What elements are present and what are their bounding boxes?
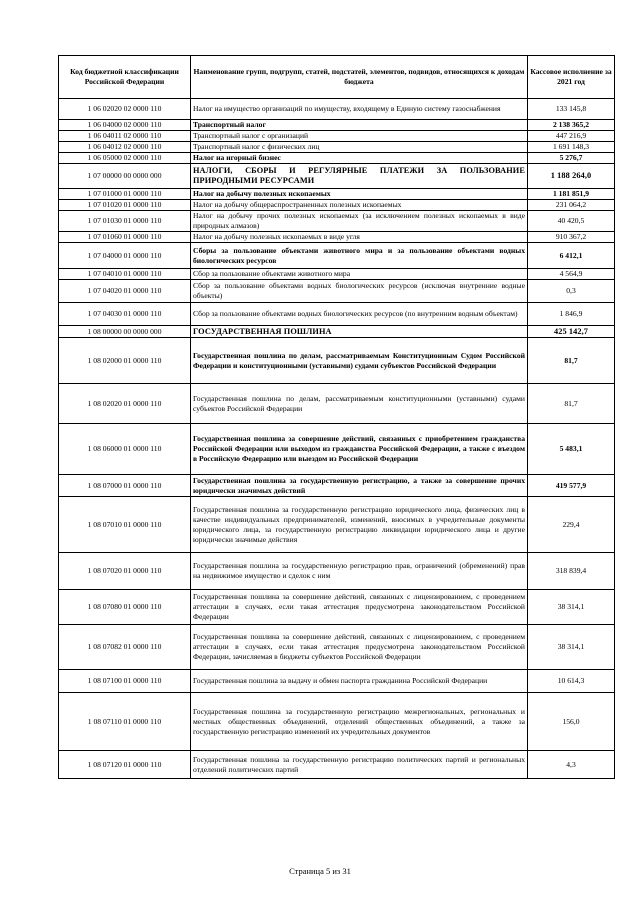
sum-cell: 1 846,9 [528, 303, 615, 326]
sum-cell: 5 483,1 [528, 424, 615, 475]
name-cell: Сбор за пользование объектами водных биологических ресурсов (исключая внутренние водные объекты) [191, 280, 528, 303]
sum-cell: 0,3 [528, 280, 615, 303]
sum-cell: 1 691 148,3 [528, 142, 615, 153]
table-row [59, 497, 615, 553]
code-cell: 1 07 01060 01 0000 110 [59, 232, 191, 243]
table-row [59, 625, 615, 670]
table-row [59, 269, 615, 280]
name-cell: Сбор за пользование объектами водных биологических ресурсов (по внутренним водным объектам) [191, 303, 528, 326]
table-row [59, 131, 615, 142]
table-row [59, 326, 615, 338]
code-cell: 1 08 02000 01 0000 110 [59, 338, 191, 384]
table-row [59, 211, 615, 232]
name-cell: Налог на игорный бизнес [191, 153, 528, 164]
sum-cell: 81,7 [528, 384, 615, 424]
name-cell: Государственная пошлина за выдачу и обмен паспорта гражданина Российской Федерации [191, 670, 528, 693]
code-column-header: Код бюджетной классификации Российской Федерации [59, 56, 191, 99]
sum-cell: 4 564,9 [528, 269, 615, 280]
table-header-row [59, 56, 615, 99]
code-cell: 1 08 07080 01 0000 110 [59, 590, 191, 625]
code-cell: 1 06 04000 02 0000 110 [59, 120, 191, 131]
table-row [59, 120, 615, 131]
sum-cell: 10 614,3 [528, 670, 615, 693]
sum-cell: 318 839,4 [528, 553, 615, 590]
name-cell: НАЛОГИ, СБОРЫ И РЕГУЛЯРНЫЕ ПЛАТЕЖИ ЗА ПОЛЬЗОВАНИЕ ПРИРОДНЫМИ РЕСУРСАМИ [191, 164, 528, 189]
name-cell: Налог на добычу общераспространенных полезных ископаемых [191, 200, 528, 211]
code-cell: 1 06 02020 02 0000 110 [59, 99, 191, 120]
code-cell: 1 07 04010 01 0000 110 [59, 269, 191, 280]
code-cell: 1 08 02020 01 0000 110 [59, 384, 191, 424]
sum-cell: 6 412,1 [528, 243, 615, 269]
name-cell: Государственная пошлина за государственную регистрацию политических партий и региональных отделений политических партий [191, 751, 528, 779]
code-cell: 1 08 07000 01 0000 110 [59, 475, 191, 497]
name-cell: Государственная пошлина за государственную регистрацию межрегиональных, региональных и местных общественных объединений, отделений общественных объединений, а также за государственную регистрацию изменений их учредительных документов [191, 693, 528, 751]
name-cell: Транспортный налог [191, 120, 528, 131]
name-cell: Налог на добычу прочих полезных ископаемых (за исключением полезных ископаемых в виде природных алмазов) [191, 211, 528, 232]
sum-cell: 910 367,2 [528, 232, 615, 243]
table-row [59, 693, 615, 751]
sum-cell: 231 064,2 [528, 200, 615, 211]
table-row [59, 200, 615, 211]
name-cell: Государственная пошлина за совершение действий, связанных с лицензированием, с проведением аттестации в случаях, если такая аттестация предусмотрена законодательством Российской Федерации [191, 590, 528, 625]
budget-revenue-table [58, 55, 615, 779]
table-row [59, 424, 615, 475]
table-row [59, 590, 615, 625]
name-cell: Государственная пошлина за государственную регистрацию прав, ограничений (обременений) прав на недвижимое имущество и сделок с ним [191, 553, 528, 590]
code-cell: 1 07 04030 01 0000 110 [59, 303, 191, 326]
table-row [59, 280, 615, 303]
code-cell: 1 08 07020 01 0000 110 [59, 553, 191, 590]
sum-cell: 38 314,1 [528, 625, 615, 670]
name-cell: Налог на добычу полезных ископаемых в виде угля [191, 232, 528, 243]
sum-cell: 425 142,7 [528, 326, 615, 338]
table-row [59, 303, 615, 326]
sum-cell: 40 420,5 [528, 211, 615, 232]
name-cell: ГОСУДАРСТВЕННАЯ ПОШЛИНА [191, 326, 528, 338]
sum-cell: 4,3 [528, 751, 615, 779]
sum-cell: 5 276,7 [528, 153, 615, 164]
name-cell: Транспортный налог с физических лиц [191, 142, 528, 153]
code-cell: 1 07 04020 01 0000 110 [59, 280, 191, 303]
table-row [59, 475, 615, 497]
table-row [59, 553, 615, 590]
table-row [59, 384, 615, 424]
name-cell: Государственная пошлина по делам, рассматриваемым Конституционным Судом Российской Федерации и конституционными (уставными) судами субъектов Российской Федерации [191, 338, 528, 384]
name-cell: Государственная пошлина за государственную регистрацию, а также за совершение прочих юридически значимых действий [191, 475, 528, 497]
code-cell: 1 07 00000 00 0000 000 [59, 164, 191, 189]
sum-cell: 81,7 [528, 338, 615, 384]
code-cell: 1 08 07010 01 0000 110 [59, 497, 191, 553]
code-cell: 1 07 04000 01 0000 110 [59, 243, 191, 269]
sum-cell: 156,0 [528, 693, 615, 751]
table-row [59, 338, 615, 384]
table-row [59, 670, 615, 693]
name-cell: Государственная пошлина за совершение действий, связанных с лицензированием, с проведением аттестации в случаях, если такая аттестация предусмотрена законодательством Российской Федерации, зачисляемая в бюджеты субъектов Российской Федерации [191, 625, 528, 670]
code-cell: 1 06 04011 02 0000 110 [59, 131, 191, 142]
table-row [59, 243, 615, 269]
code-cell: 1 06 04012 02 0000 110 [59, 142, 191, 153]
table-body [59, 99, 615, 779]
name-cell: Государственная пошлина по делам, рассматриваемым конституционными (уставными) судами субъектов Российской Федерации [191, 384, 528, 424]
sum-column-header: Кассовое исполнение за 2021 год [528, 56, 615, 99]
sum-cell: 1 181 851,9 [528, 189, 615, 200]
sum-cell: 447 216,9 [528, 131, 615, 142]
sum-cell: 419 577,9 [528, 475, 615, 497]
table-row [59, 142, 615, 153]
table-row [59, 232, 615, 243]
table-row [59, 164, 615, 189]
sum-cell: 1 188 264,0 [528, 164, 615, 189]
sum-cell: 2 138 365,2 [528, 120, 615, 131]
code-cell: 1 08 07082 01 0000 110 [59, 625, 191, 670]
sum-cell: 133 145,8 [528, 99, 615, 120]
code-cell: 1 08 07120 01 0000 110 [59, 751, 191, 779]
sum-cell: 38 314,1 [528, 590, 615, 625]
table-row [59, 189, 615, 200]
name-cell: Государственная пошлина за государственную регистрацию юридического лица, физических лиц в качестве индивидуальных предпринимателей, изменений, вносимых в учредительные документы юридического лица, за государственную регистрацию ликвидации юридического лица и другие юридически значимые действия [191, 497, 528, 553]
name-cell: Сбор за пользование объектами животного мира [191, 269, 528, 280]
page-number: Страница 5 из 31 [289, 866, 351, 876]
code-cell: 1 07 01020 01 0000 110 [59, 200, 191, 211]
code-cell: 1 08 07110 01 0000 110 [59, 693, 191, 751]
name-cell: Налог на добычу полезных ископаемых [191, 189, 528, 200]
sum-cell: 229,4 [528, 497, 615, 553]
code-cell: 1 08 00000 00 0000 000 [59, 326, 191, 338]
name-cell: Транспортный налог с организаций [191, 131, 528, 142]
table-row [59, 153, 615, 164]
code-cell: 1 07 01030 01 0000 110 [59, 211, 191, 232]
code-cell: 1 08 07100 01 0000 110 [59, 670, 191, 693]
name-cell: Государственная пошлина за совершение действий, связанных с приобретением гражданства Российской Федерации или выходом из гражданства Российской Федерации, а также с въездом в Российскую Федерацию или выездом из Российской Федерации [191, 424, 528, 475]
table-row [59, 751, 615, 779]
name-cell: Сборы за пользование объектами животного мира и за пользование объектами водных биологических ресурсов [191, 243, 528, 269]
table-row [59, 99, 615, 120]
name-cell: Налог на имущество организаций по имуществу, входящему в Единую систему газоснабжения [191, 99, 528, 120]
code-cell: 1 06 05000 02 0000 110 [59, 153, 191, 164]
code-cell: 1 08 06000 01 0000 110 [59, 424, 191, 475]
code-cell: 1 07 01000 01 0000 110 [59, 189, 191, 200]
name-column-header: Наименование групп, подгрупп, статей, подстатей, элементов, подвидов, относящихся к доходам бюджета [191, 56, 528, 99]
